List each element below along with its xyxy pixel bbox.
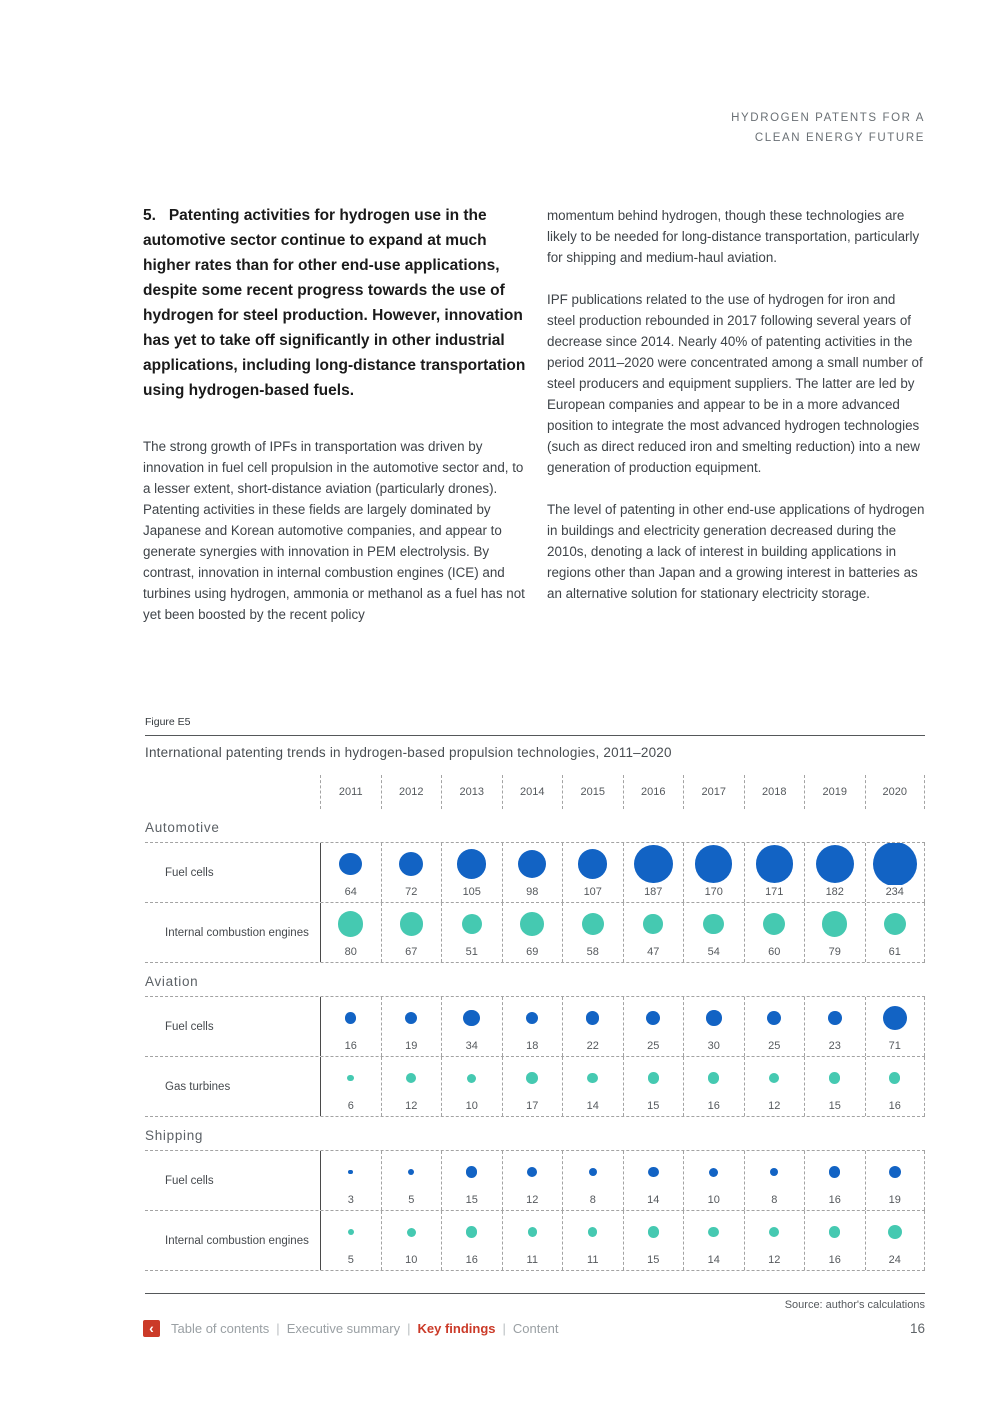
bubble-area	[321, 903, 381, 945]
bubble-value: 17	[526, 1100, 539, 1112]
running-header-line2: CLEAN ENERGY FUTURE	[754, 132, 925, 144]
bubble-cell	[804, 903, 865, 962]
bubble-cell	[683, 843, 744, 902]
bubble-area	[866, 1211, 925, 1253]
bubble	[405, 1012, 417, 1024]
bubble	[587, 1073, 598, 1084]
bubble	[588, 1227, 597, 1236]
footer-link-executive-summary[interactable]: Executive summary	[286, 1321, 401, 1336]
bubble-cell	[320, 843, 381, 902]
bubble	[873, 843, 917, 885]
bubble-cell	[744, 1151, 805, 1210]
bubble-cell	[623, 1211, 684, 1270]
bubble-cell	[683, 1211, 744, 1270]
bubble-cell	[744, 1057, 805, 1116]
bubble-value: 14	[586, 1100, 599, 1112]
bubble-value: 22	[586, 1040, 599, 1052]
bubble-cell	[562, 843, 623, 902]
bubble-area	[503, 1057, 563, 1099]
bubble-cell	[381, 843, 442, 902]
bubble-value: 3	[347, 1194, 354, 1206]
bubble-cell	[804, 997, 865, 1056]
bubble-value: 54	[707, 946, 720, 958]
bubble	[822, 911, 847, 936]
bubble-cell	[865, 1151, 926, 1210]
year-label: 2015	[562, 775, 623, 809]
bubble	[708, 1072, 719, 1083]
bubble-area	[321, 997, 381, 1039]
bubble-area	[563, 1057, 623, 1099]
figure-title: International patenting trends in hydrogen-based propulsion technologies, 2011–2020	[145, 745, 672, 760]
bubble	[399, 852, 423, 876]
bubble-value: 80	[344, 946, 357, 958]
bubble	[348, 1229, 354, 1235]
bubble	[828, 1011, 842, 1025]
bubble-area	[321, 1211, 381, 1253]
bubble-value: 69	[526, 946, 539, 958]
bubble-area	[866, 997, 925, 1039]
year-label: 2014	[502, 775, 563, 809]
bubble-cell	[744, 997, 805, 1056]
bubble-area	[503, 1211, 563, 1253]
bubble-area	[866, 1151, 925, 1193]
bubble-area	[745, 997, 805, 1039]
bubble-area	[684, 1211, 744, 1253]
bubble-cell	[381, 997, 442, 1056]
bubble	[888, 1225, 902, 1239]
bubble-area	[321, 1151, 381, 1193]
bubble-value: 8	[771, 1194, 778, 1206]
bubble-area	[503, 1151, 563, 1193]
bubble	[889, 1166, 901, 1178]
bubble-area	[442, 1211, 502, 1253]
bubble-area	[563, 843, 623, 885]
bubble	[889, 1072, 900, 1083]
row-label: Internal combustion engines	[165, 1234, 309, 1247]
bubble-value: 24	[888, 1254, 901, 1266]
bubble	[703, 914, 724, 935]
bubble	[586, 1011, 599, 1024]
year-label: 2018	[744, 775, 805, 809]
bubble-value: 12	[405, 1100, 418, 1112]
bubble	[528, 1227, 537, 1236]
year-label: 2020	[865, 775, 926, 809]
bubble	[462, 914, 482, 934]
bubble-area	[805, 1151, 865, 1193]
bubble-value: 61	[888, 946, 901, 958]
bubble-cell	[381, 1151, 442, 1210]
bubble-area	[624, 903, 684, 945]
bubble-cell	[744, 903, 805, 962]
bubble-area	[563, 997, 623, 1039]
table-row	[145, 1151, 925, 1211]
bubble	[709, 1168, 718, 1177]
figure-e5	[145, 716, 925, 1311]
bubble-cell	[804, 843, 865, 902]
bubble	[527, 1167, 537, 1177]
figure-top-rule	[145, 735, 925, 736]
bubble	[339, 853, 362, 876]
year-header-spacer	[145, 775, 320, 809]
bubble-cell	[320, 1057, 381, 1116]
bubble-cell	[502, 903, 563, 962]
bubble	[518, 850, 546, 878]
bubble-cell	[502, 1057, 563, 1116]
bubble	[520, 912, 544, 936]
bubble-value: 16	[707, 1100, 720, 1112]
bubble	[400, 912, 423, 935]
bubble	[648, 1072, 659, 1083]
bubble-value: 72	[405, 886, 418, 898]
bubble-cell	[744, 1211, 805, 1270]
section-label: Shipping	[145, 1127, 204, 1143]
bubble	[769, 1073, 779, 1083]
bubble-value: 64	[344, 886, 357, 898]
bubble-area	[684, 843, 744, 885]
bubble-value: 51	[465, 946, 478, 958]
bubble	[770, 1168, 778, 1176]
bubble-cell	[441, 997, 502, 1056]
bubble	[466, 1166, 477, 1177]
bubble	[634, 845, 673, 884]
row-label: Internal combustion engines	[165, 926, 309, 939]
bubble-cell	[744, 843, 805, 902]
bubble-cell	[804, 1057, 865, 1116]
section-label: Aviation	[145, 973, 199, 989]
bubble	[708, 1227, 719, 1238]
bubble-area	[684, 1151, 744, 1193]
bubble-value: 15	[647, 1100, 660, 1112]
bubble-cell	[562, 1151, 623, 1210]
section-rows	[145, 996, 925, 1117]
footer-separator: |	[276, 1321, 280, 1336]
section-rows	[145, 1150, 925, 1271]
bubble-area	[442, 903, 502, 945]
table-row	[145, 1211, 925, 1271]
table-row	[145, 903, 925, 963]
bubble	[706, 1010, 722, 1026]
bubble-area	[805, 997, 865, 1039]
bubble-cell	[320, 1151, 381, 1210]
bubble-value: 16	[344, 1040, 357, 1052]
bubble-cell	[320, 903, 381, 962]
bubble-cell	[623, 1151, 684, 1210]
row-label: Gas turbines	[165, 1080, 231, 1093]
bubble-area	[624, 1151, 684, 1193]
bubble-cell	[683, 903, 744, 962]
bubble-value: 10	[707, 1194, 720, 1206]
bubble-area	[745, 1151, 805, 1193]
bubble-area	[442, 997, 502, 1039]
footer-link-table-of-contents[interactable]: Table of contents	[171, 1321, 270, 1336]
bubble	[407, 1228, 416, 1237]
bubble-cell	[865, 997, 926, 1056]
bubble-value: 8	[589, 1194, 596, 1206]
bubble-cell	[320, 997, 381, 1056]
bubble-area	[805, 843, 865, 885]
bubble-area	[503, 997, 563, 1039]
bubble-cell	[562, 903, 623, 962]
table-row	[145, 997, 925, 1057]
bubble-area	[745, 1211, 805, 1253]
running-header	[731, 108, 925, 148]
bubble-cell	[623, 843, 684, 902]
bubble-cell	[683, 1151, 744, 1210]
bubble-area	[382, 1057, 442, 1099]
bubble-cell	[441, 1057, 502, 1116]
bubble	[646, 1011, 660, 1025]
bubble-value: 15	[647, 1254, 660, 1266]
bubble-area	[382, 1151, 442, 1193]
bubble	[648, 1226, 659, 1237]
bubble-area	[684, 997, 744, 1039]
bubble-value: 71	[888, 1040, 901, 1052]
footer-separator: |	[407, 1321, 411, 1336]
bubble-area	[624, 1211, 684, 1253]
bubble-area	[866, 1057, 925, 1099]
bubble	[345, 1012, 356, 1023]
bubble-value: 25	[768, 1040, 781, 1052]
page-number: 16	[909, 1321, 925, 1336]
bubble-value: 34	[465, 1040, 478, 1052]
bubble	[457, 849, 486, 878]
bubble	[408, 1169, 414, 1175]
bubble-value: 171	[765, 886, 784, 898]
year-label: 2011	[320, 775, 381, 809]
row-label: Fuel cells	[165, 1174, 214, 1187]
bubble-area	[382, 997, 442, 1039]
bubble	[526, 1012, 538, 1024]
bubble-cell	[381, 1211, 442, 1270]
bubble-value: 16	[465, 1254, 478, 1266]
section-label: Automotive	[145, 819, 220, 835]
figure-table	[145, 775, 925, 1271]
bubble-area	[321, 1057, 381, 1099]
bubble	[763, 913, 785, 935]
bubble-cell	[623, 997, 684, 1056]
bubble	[816, 845, 854, 883]
bubble	[756, 845, 793, 882]
bubble-value: 60	[768, 946, 781, 958]
bubble	[578, 849, 607, 878]
bubble-cell	[804, 1211, 865, 1270]
body-paragraph: The strong growth of IPFs in transportation was driven by innovation in fuel cell propulsion in the automotive sector and, to a lesser extent, short-distance aviation (particularly drones). Patenting activities in these fields are largely dominated by Japanese and Korean automotive companies, and appear to generate synergies with innovation in PEM electrolysis. By contrast, innovation in internal combustion engines (ICE) and turbines using hydrogen, ammonia or methanol as a fuel has not yet been boosted by the recent policy	[143, 439, 525, 622]
bubble-value: 16	[888, 1100, 901, 1112]
footer-links	[171, 1321, 558, 1336]
bubble-area	[442, 1057, 502, 1099]
bubble-value: 11	[526, 1254, 538, 1266]
bubble-area	[624, 1057, 684, 1099]
bubble-value: 10	[465, 1100, 478, 1112]
bubble-value: 187	[644, 886, 663, 898]
bubble-area	[866, 843, 925, 885]
bubble	[406, 1073, 416, 1083]
bubble-area	[805, 903, 865, 945]
bubble-value: 16	[828, 1254, 841, 1266]
bubble-cell	[683, 1057, 744, 1116]
bubble-area	[442, 843, 502, 885]
bubble-value: 98	[526, 886, 539, 898]
bubble-value: 5	[347, 1254, 354, 1266]
bubble	[695, 845, 732, 882]
bubble-cell	[562, 1211, 623, 1270]
bubble-cell	[441, 843, 502, 902]
bubble-area	[866, 903, 925, 945]
bubble-cell	[502, 1151, 563, 1210]
bubble	[338, 911, 363, 936]
bubble-value: 14	[707, 1254, 720, 1266]
year-label: 2013	[441, 775, 502, 809]
bubble	[767, 1011, 781, 1025]
bubble-cell	[502, 997, 563, 1056]
bubble-value: 6	[347, 1100, 354, 1112]
bubble-cell	[441, 1211, 502, 1270]
bubble-value: 15	[828, 1100, 841, 1112]
footer-separator: |	[502, 1321, 506, 1336]
bubble-value: 182	[825, 886, 844, 898]
bubble-cell	[381, 1057, 442, 1116]
bubble-cell	[623, 1057, 684, 1116]
bubble	[829, 1226, 840, 1237]
bubble-value: 107	[583, 886, 602, 898]
bubble-cell	[381, 903, 442, 962]
bubble-area	[745, 1057, 805, 1099]
bubble	[829, 1072, 840, 1083]
bubble-value: 25	[647, 1040, 660, 1052]
bubble-value: 16	[828, 1194, 841, 1206]
row-label: Fuel cells	[165, 866, 214, 879]
section-rows	[145, 842, 925, 963]
bubble-value: 5	[408, 1194, 415, 1206]
bubble	[582, 913, 604, 935]
bubble-area	[382, 903, 442, 945]
bubble-area	[805, 1057, 865, 1099]
bubble	[467, 1074, 476, 1083]
bubble	[648, 1167, 659, 1178]
bubble-value: 10	[405, 1254, 418, 1266]
bubble	[883, 1006, 907, 1030]
bubble-cell	[502, 843, 563, 902]
bubble-cell	[623, 903, 684, 962]
back-chevron-button[interactable]: ‹	[143, 1320, 160, 1337]
bubble-cell	[804, 1151, 865, 1210]
bubble-area	[745, 843, 805, 885]
bubble-area	[563, 1151, 623, 1193]
footer-link-key-findings[interactable]: Key findings	[417, 1321, 496, 1336]
year-label: 2012	[381, 775, 442, 809]
bubble-value: 15	[465, 1194, 478, 1206]
bubble-area	[684, 1057, 744, 1099]
bubble-value: 234	[885, 886, 904, 898]
bubble-value: 67	[405, 946, 418, 958]
bubble	[463, 1010, 480, 1027]
year-label: 2016	[623, 775, 684, 809]
running-header-line1: HYDROGEN PATENTS FOR A	[731, 112, 925, 124]
bubble-area	[684, 903, 744, 945]
bubble	[347, 1075, 354, 1082]
bubble	[769, 1227, 779, 1237]
bubble-value: 19	[405, 1040, 418, 1052]
bubble	[466, 1226, 477, 1237]
bubble-value: 12	[768, 1100, 781, 1112]
bubble	[526, 1072, 538, 1084]
year-label: 2019	[804, 775, 865, 809]
row-label: Fuel cells	[165, 1020, 214, 1033]
bubble-cell	[865, 903, 926, 962]
bubble	[348, 1170, 353, 1175]
bubble-cell	[502, 1211, 563, 1270]
footer-link-content[interactable]: Content	[512, 1321, 559, 1336]
bubble-cell	[865, 1057, 926, 1116]
bubble	[884, 913, 906, 935]
bubble	[829, 1166, 840, 1177]
bubble-area	[624, 997, 684, 1039]
bubble-value: 30	[707, 1040, 720, 1052]
key-finding-heading: 5. Patenting activities for hydrogen use in the automotive sector continue to expand at much higher rates than for other end-use applications, despite some recent progress towards the use of hydrogen for steel production. However, innovation has yet to take off significantly in other industrial applications, including long-distance transportation using hydrogen-based fuels.	[143, 207, 526, 399]
left-column	[143, 203, 531, 625]
bubble-value: 47	[647, 946, 660, 958]
right-column	[547, 205, 927, 625]
bubble-value: 18	[526, 1040, 539, 1052]
bubble-cell	[683, 997, 744, 1056]
bubble-cell	[320, 1211, 381, 1270]
bubble-area	[563, 903, 623, 945]
bubble-value: 19	[888, 1194, 901, 1206]
year-header-row	[145, 775, 925, 809]
year-label: 2017	[683, 775, 744, 809]
bubble-value: 170	[704, 886, 723, 898]
bubble-area	[805, 1211, 865, 1253]
bubble-value: 23	[828, 1040, 841, 1052]
figure-label: Figure E5	[145, 716, 191, 728]
bubble-value: 14	[647, 1194, 660, 1206]
bubble-area	[503, 843, 563, 885]
bubble-value: 79	[828, 946, 841, 958]
table-row	[145, 843, 925, 903]
bubble-area	[563, 1211, 623, 1253]
bubble-area	[624, 843, 684, 885]
bubble-area	[321, 843, 381, 885]
bubble-area	[382, 1211, 442, 1253]
bubble-cell	[865, 843, 926, 902]
bubble	[589, 1168, 597, 1176]
figure-source: Source: author's calculations	[784, 1299, 925, 1311]
body-paragraph: The level of patenting in other end-use applications of hydrogen in buildings and electricity generation decreased during the 2010s, denoting a lack of interest in building applications in regions other than Japan and a growing interest in batteries as an alternative solution for stationary electricity storage.	[547, 502, 925, 601]
bubble-value: 12	[768, 1254, 781, 1266]
bubble-area	[442, 1151, 502, 1193]
bubble-cell	[441, 903, 502, 962]
table-row	[145, 1057, 925, 1117]
body-paragraph: momentum behind hydrogen, though these technologies are likely to be needed for long-distance transportation, particularly for shipping and medium-haul aviation.	[547, 208, 920, 265]
body-paragraph: IPF publications related to the use of hydrogen for iron and steel production rebounded in 2017 following several years of decrease since 2014. Nearly 40% of patenting activities in the period 2011–2020 were concentrated among a small number of steel producers and equipment suppliers. The latter are led by European companies and appear to be in a more advanced position to integrate the most advanced hydrogen technologies (such as direct reduced iron and smelting reduction) into a new generation of production equipment.	[547, 292, 923, 475]
figure-bottom-rule	[145, 1293, 925, 1294]
bubble	[643, 914, 663, 934]
bubble-cell	[865, 1211, 926, 1270]
bubble-cell	[562, 1057, 623, 1116]
footer-nav	[143, 1320, 925, 1337]
bubble-value: 105	[462, 886, 481, 898]
bubble-cell	[562, 997, 623, 1056]
bubble-value: 58	[586, 946, 599, 958]
bubble-area	[503, 903, 563, 945]
bubble-area	[745, 903, 805, 945]
bubble-cell	[441, 1151, 502, 1210]
bubble-value: 11	[587, 1254, 599, 1266]
bubble-area	[382, 843, 442, 885]
bubble-value: 12	[526, 1194, 539, 1206]
